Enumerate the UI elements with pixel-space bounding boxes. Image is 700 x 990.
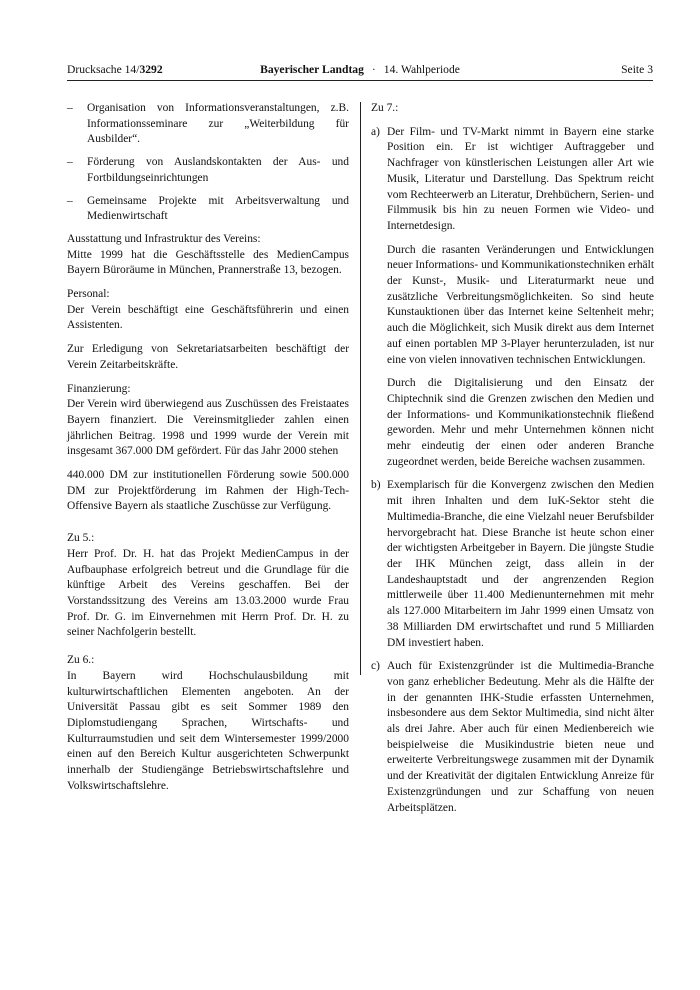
finanzierung-section [67, 382, 349, 461]
personal-text: Der Verein beschäftigt eine Geschäftsführerin und einen Assistenten. [67, 303, 349, 332]
item-a-paragraph-2: Durch die rasanten Veränderungen und Entwicklungen neuer Informations- und Kommunikationstechniken erhält der Kunst-, Musik- und Literaturmarkt neue und zusätzliche Verbreitungsmöglichkeiten. So sind heute Kunstauktionen über das Internet keine Seltenheit mehr; auch die Möglichkeit, sich Musik direkt aus dem Internet auf einen portablen MP 3-Player herunterzuladen, ist nur eine von vielen innovativen technischen Entwicklungen. [387, 243, 654, 366]
zu7-heading: Zu 7.: [371, 102, 399, 114]
page-number: Seite 3 [621, 63, 653, 76]
zu6-heading: Zu 6.: [67, 654, 95, 667]
right-column [371, 101, 654, 824]
zu5-section [67, 531, 349, 641]
header-separator: · [371, 63, 376, 76]
document-number-bold: 3292 [139, 63, 163, 76]
personal-section [67, 287, 349, 334]
bullet-text: Gemeinsame Projekte mit Arbeitsverwaltung und Medienwirtschaft [87, 194, 349, 223]
bullet-item [67, 194, 349, 225]
item-b-paragraph: Exemplarisch für die Konvergenz zwischen den Medien mit ihren Inhalten und dem IuK-Sektor steht die Multimedia-Branche, die eine Vielzahl neuer Berufsbilder hervorgebracht hat. Diese Branche ist heute schon einer der wichtigsten Arbeitgeber in Bayern. Die jüngste Studie der IHK München zeigt, dass allein in der Landeshauptstadt und der angrenzenden Region mittlerweile über 11.400 Medienunternehmen mit mehr als 127.000 Mitarbeitern im Jahr 1999 einen Umsatz von 38 Milliarden DM erwirtschaftet und rund 5 Milliarden DM investiert haben. [387, 479, 654, 649]
list-item-c [371, 659, 654, 816]
list-item-a [371, 125, 654, 471]
foerderung-paragraph: 440.000 DM zur institutionellen Förderung sowie 500.000 DM zur Projektförderung im Rahmen der High-Tech-Offensive Bayern als staatliche Zuschüsse zur Verfügung. [67, 469, 349, 513]
list-marker-b: b) [371, 479, 381, 492]
header-center [67, 62, 653, 78]
zu6-section [67, 653, 349, 794]
bullet-marker: – [67, 194, 73, 207]
bullet-marker: – [67, 156, 73, 169]
list-marker-a: a) [371, 125, 380, 138]
finanzierung-text: Der Verein wird überwiegend aus Zuschüssen des Freistaates Bayern finanziert. Die Vereinsmitglieder zahlen einen jährlichen Beitrag. 1998 und 1999 wurde der Verein mit insgesamt 367.000 DM gefördert. Für das Jahr 2000 stehen [67, 398, 349, 458]
legislative-period: 14. Wahlperiode [383, 63, 460, 76]
publisher-name: Bayerischer Landtag [260, 63, 364, 76]
ausstattung-text: Mitte 1999 hat die Geschäftsstelle des MedienCampus Bayern Büroräume in München, Prannerstraße 13, bezogen. [67, 248, 349, 277]
list-item-b [371, 478, 654, 651]
item-c-paragraph: Auch für Existenzgründer ist die Multimedia-Branche von ganz erheblicher Bedeutung. Mehr als die Hälfte der in der genannten IHK-Studie erfassten Unternehmen, insbesondere aus dem Sektor Multimedia, sind nicht älter als drei Jahre. Aber auch für einen Medienbereich wie beispielweise die Musikindustrie bieten neue und erweiterte Verbreitungswege zusammen mit der Dynamik und der Kreativität der digitalen Entwicklung Anreize für Existenzgründungen und zur Schaffung von neuen Arbeitsplätzen. [387, 660, 654, 814]
item-a-paragraph-3: Durch die Digitalisierung und den Einsatz der Chiptechnik sind die Grenzen zwischen den Medien und der Informations- und Kommunikationstechnik fließend geworden. Mehr und mehr Unternehmen können nicht mehr eindeutig der einen oder anderen Branche zugeordnet werden, beide Bereiche wachsen zusammen. [387, 377, 654, 468]
document-number: Drucksache 14/3292 [67, 63, 163, 76]
left-column [67, 101, 349, 802]
sekretariat-paragraph: Zur Erledigung von Sekretariatsarbeiten beschäftigt der Verein Zeitarbeitskräfte. [67, 343, 349, 371]
page-header [67, 62, 653, 78]
bullet-text: Organisation von Informationsveranstaltungen, z.B. Informationsseminare zur „Weiterbildung für Ausbilder“. [87, 102, 349, 146]
bullet-item [67, 155, 349, 186]
list-marker-c: c) [371, 660, 380, 673]
bullet-text: Förderung von Auslandskontakten der Aus- und Fortbildungseinrichtungen [87, 156, 349, 184]
ausstattung-heading: Ausstattung und Infrastruktur des Vereins: [67, 232, 261, 245]
header-rule [67, 80, 653, 81]
ausstattung-section [67, 232, 349, 279]
item-a-paragraph-1: Der Film- und TV-Markt nimmt in Bayern eine starke Position ein. Er ist wichtiger Auftraggeber und Nachfrager von künstlerischen Leistungen aller Art wie Musik, Literatur und Darstellung. Das Spektrum reicht vom Rechteerwerb an Literatur, Drehbüchern, Serien- und Filmmusik bis hin zu neuen Formen wie Video- und Internetdesign. [387, 125, 654, 232]
finanzierung-heading: Finanzierung: [67, 382, 131, 395]
zu5-text: Herr Prof. Dr. H. hat das Projekt MedienCampus in der Aufbauphase erfolgreich betreut und die Grundlage für die künftige Arbeit des Vereins geschaffen. Bei der Vorstandssitzung des Vereins am 13.03.2000 wurde Frau Prof. Dr. G. im Einvernehmen mit Herrn Prof. Dr. H. zu seiner Nachfolgerin bestellt. [67, 547, 349, 639]
column-divider [360, 102, 361, 675]
zu5-heading: Zu 5.: [67, 532, 95, 545]
zu6-text: In Bayern wird Hochschulausbildung mit kulturwirtschaftlichen Elementen angeboten. An der Universität Passau gibt es seit Sommer 1989 den Diplomstudiengang Sprachen, Wirtschafts- und Kulturraumstudien und seit dem Wintersemester 1999/2000 einen auf den Bereich Kultur ausgerichteten Schwerpunkt innerhalb der Studiengänge Betriebswirtschaftslehre und Volkswirtschaftslehre. [67, 669, 349, 792]
bullet-marker: – [67, 102, 73, 114]
bullet-item [67, 101, 349, 148]
personal-heading: Personal: [67, 288, 110, 301]
